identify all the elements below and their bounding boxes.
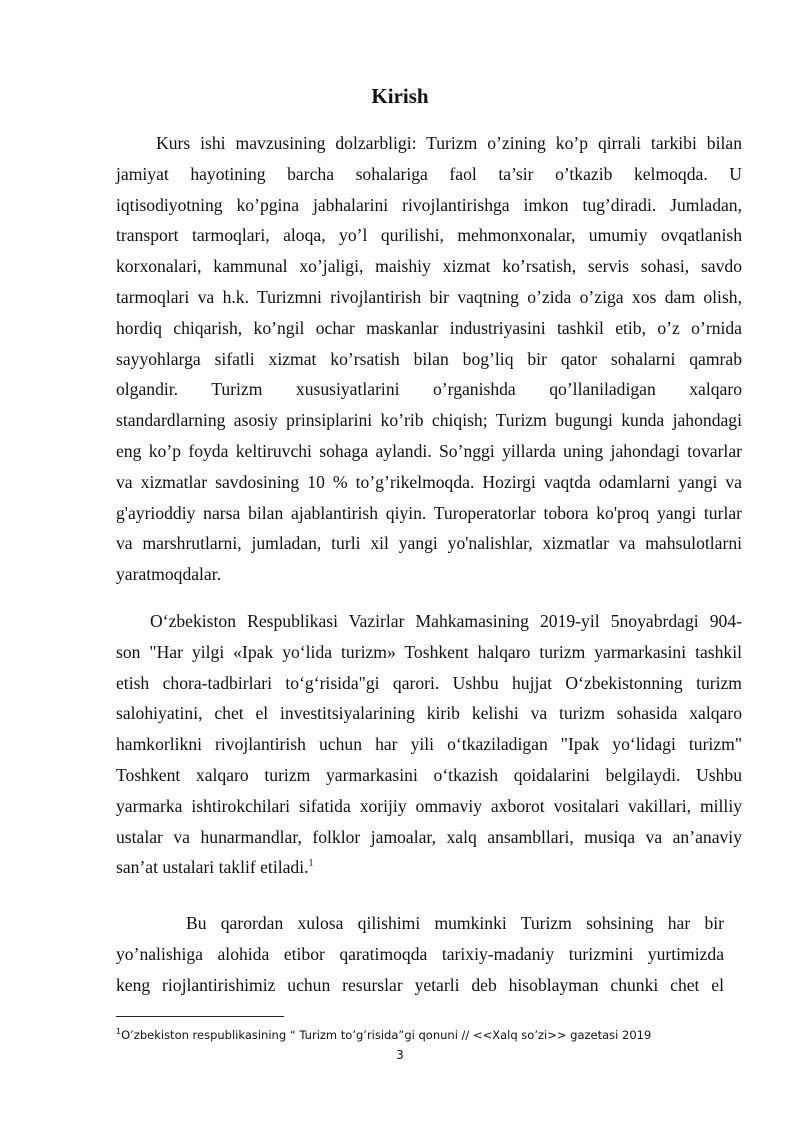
page-title: Kirish	[371, 84, 429, 108]
text-line: g'ayrioddiy narsa bilan ajablantirish qiyin. Turoperatorlar tobora ko'proq yangi turlar	[116, 502, 742, 523]
body-paragraph-3	[116, 908, 724, 1000]
footnote-reference[interactable]: 1	[308, 858, 314, 870]
text-line-content: san’at ustalari taklif etiladi.	[116, 857, 309, 878]
text-line: tarmoqlari va h.k. Turizmni rivojlantirish bir vaqtning o’zida o’ziga xos dam olish,	[116, 286, 742, 307]
footnote-text: O’zbekiston respublikasining “ Turizm to’g’risida”gi qonuni // <<Xalq so’zi>> gazetasi 2019	[121, 1028, 652, 1042]
page-number: 3	[396, 1048, 404, 1062]
text-line: Bu qarordan xulosa qilishimi mumkinki Turizm sohsining har bir	[186, 913, 724, 933]
body-paragraph-2	[116, 606, 742, 883]
text-line: son "Har yilgi «Ipak yo‘lida turizm» Toshkent halqaro turizm yarmarkasini tashkil	[116, 641, 742, 662]
text-line: hordiq chiqarish, ko’ngil ochar maskanlar industriyasini tashkil etib, o’z o’rnida	[116, 317, 742, 338]
text-line: standardlarning asosiy prinsiplarini ko’rib chiqish; Turizm bugungi kunda jahondagi	[116, 410, 742, 431]
text-line: salohiyatini, chet el investitsiyalarining kirib kelishi va turizm sohasida xalqaro	[116, 703, 742, 724]
text-line: yarmarka ishtirokchilari sifatida xorijiy ommaviy axborot vositalari vakillari, milliy	[116, 795, 742, 816]
text-line: Toshkent xalqaro turizm yarmarkasini o‘tkazish qoidalarini belgilaydi. Ushbu	[116, 764, 742, 785]
text-line: keng riojlantirishimiz uchun resurslar yetarli deb hisoblayman chunki chet el	[116, 974, 724, 995]
text-line: ustalar va hunarmandlar, folklor jamoalar, xalq ansambllari, musiqa va an’anaviy	[116, 826, 742, 847]
text-line: O‘zbekiston Respublikasi Vazirlar Mahkamasining 2019-yil 5noyabrdagi 904-	[150, 611, 742, 631]
text-line: va marshrutlarni, jumladan, turli xil yangi yo'nalishlar, xizmatlar va mahsulotlarni	[116, 533, 742, 554]
body-paragraph-1	[116, 128, 742, 590]
text-line: olgandir. Turizm xususiyatlarini o’rganishda qo’llaniladigan xalqaro	[116, 379, 742, 400]
footnote	[116, 1027, 736, 1043]
text-line: iqtisodiyotning ko’pgina jabhalarini rivojlantirishga imkon tug’diradi. Jumladan,	[116, 194, 742, 215]
text-line: jamiyat hayotining barcha sohalariga faol ta’sir o’tkazib kelmoqda. U	[116, 163, 742, 184]
text-line	[116, 852, 742, 883]
text-line: yaratmoqdalar.	[116, 564, 222, 585]
text-line: Kurs ishi mavzusining dolzarbligi: Turizm o’zining ko’p qirrali tarkibi bilan	[156, 133, 742, 153]
text-line: eng ko’p foyda keltiruvchi sohaga aylandi. So’nggi yillarda uning jahondagi tovarlar	[116, 440, 742, 461]
text-line: transport tarmoqlari, aloqa, yo’l qurilishi, mehmonxonalar, umumiy ovqatlanish	[116, 225, 742, 246]
text-line: hamkorlikni rivojlantirish uchun har yili o‘tkaziladigan "Ipak yo‘lidagi turizm"	[116, 734, 742, 755]
text-line: sayyohlarga sifatli xizmat ko’rsatish bilan bog’liq bir qator sohalarni qamrab	[116, 348, 742, 369]
text-line: va xizmatlar savdosining 10 % to’g’rikelmoqda. Hozirgi vaqtda odamlarni yangi va	[116, 471, 742, 492]
text-line: yo’nalishiga alohida etibor qaratimoqda tarixiy-madaniy turizmini yurtimizda	[116, 943, 724, 964]
footnote-separator	[116, 1016, 284, 1017]
text-line: etish chora-tadbirlari to‘g‘risida"gi qarori. Ushbu hujjat O‘zbekistonning turizm	[116, 672, 742, 693]
text-line: korxonalari, kammunal xo’jaligi, maishiy xizmat ko’rsatish, servis sohasi, savdo	[116, 256, 742, 277]
footnote-number: 1	[116, 1027, 122, 1037]
